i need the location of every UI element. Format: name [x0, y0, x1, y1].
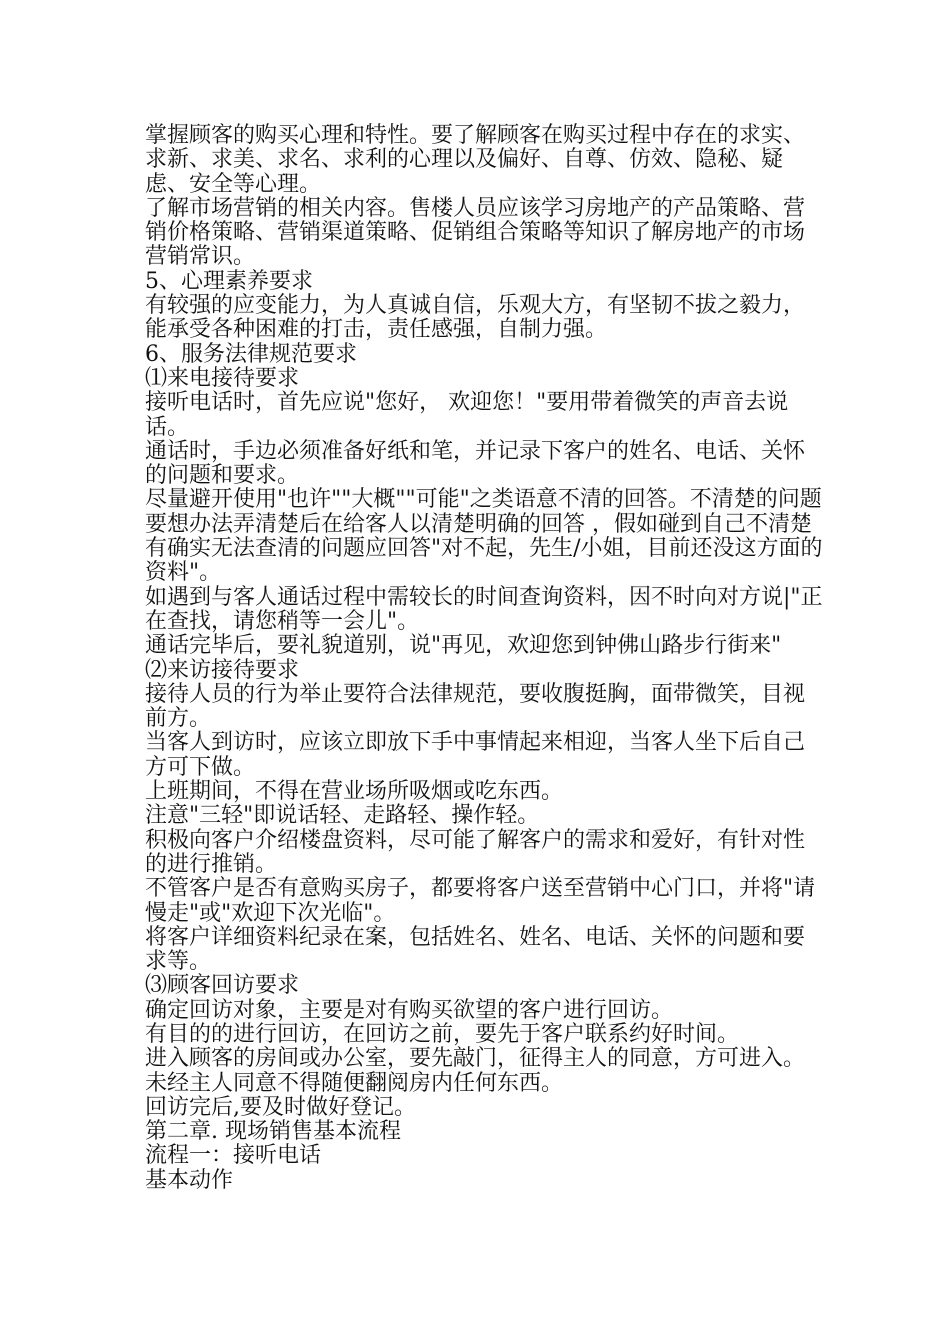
chapter-heading: 第二章. 现场销售基本流程 — [145, 1119, 401, 1145]
paragraph: 接待人员的行为举止要符合法律规范，要收腹挺胸，面带微笑，目视前方。 — [145, 681, 806, 732]
subsection-heading: ⑴来电接待要求 — [145, 365, 300, 391]
paragraph: 通话完毕后，要礼貌道别，说"再见，欢迎您到钟佛山路步行街来" — [145, 633, 782, 659]
paragraph: 进入顾客的房间或办公室，要先敲门，征得主人的同意，方可进入。未经主人同意不得随便翻阅房内任何东西。 — [145, 1046, 806, 1096]
paragraph: 上班期间，不得在营业场所吸烟或吃东西。 — [145, 779, 564, 805]
paragraph: 将客户详细资料纪录在案，包括姓名、姓名、电话、关怀的问题和要求等。 — [145, 924, 806, 975]
paragraph: 通话时，手边必须准备好纸和笔，并记录下客户的姓名、电话、关怀的问题和要求。 — [145, 438, 806, 489]
subsection-heading: ⑶顾客回访要求 — [145, 973, 300, 999]
paragraph: 如遇到与客人通话过程中需较长的时间查询资料，因不时向对方说|"正在查找，请您稍等一会儿"。 — [145, 584, 823, 634]
paragraph: 注意"三轻"即说话轻、走路轻、操作轻。 — [145, 803, 540, 829]
section-heading: 5、心理素养要求 — [145, 268, 313, 294]
section-heading: 流程一：接听电话 — [145, 1143, 322, 1169]
paragraph: 了解市场营销的相关内容。售楼人员应该学习房地产的产品策略、营销价格策略、营销渠道策略、促销组合策略等知识了解房地产的市场营销常识。 — [145, 195, 806, 270]
paragraph: 掌握顾客的购买心理和特性。要了解顾客在购买过程中存在的求实、求新、求美、求名、求利的心理以及偏好、自尊、仿效、隐秘、疑虑、安全等心理。 — [145, 123, 806, 197]
paragraph: 有目的的进行回访，在回访之前，要先于客户联系约好时间。 — [145, 1021, 740, 1047]
paragraph: 有较强的应变能力，为人真诚自信，乐观大方，有坚韧不拔之毅力，能承受各种困难的打击，责任感强，自制力强。 — [145, 293, 806, 343]
paragraph: 接听电话时，首先应说"您好， 欢迎您！"要用带着微笑的声音去说话。 — [145, 390, 789, 440]
section-heading: 基本动作 — [145, 1167, 234, 1193]
paragraph: 积极向客户介绍楼盘资料，尽可能了解客户的需求和爱好，有针对性的进行推销。 — [145, 827, 806, 877]
paragraph: 不管客户是否有意购买房子，都要将客户送至营销中心门口，并将"请慢走"或"欢迎下次光临"。 — [145, 876, 816, 926]
subsection-heading: ⑵来访接待要求 — [145, 657, 300, 683]
paragraph: 回访完后,要及时做好登记。 — [145, 1094, 416, 1120]
paragraph: 当客人到访时，应该立即放下手中事情起来相迎，当客人坐下后自己方可下做。 — [145, 730, 806, 780]
document-body — [145, 124, 825, 1193]
paragraph: 确定回访对象，主要是对有购买欲望的客户进行回访。 — [145, 997, 674, 1023]
section-heading: 6、服务法律规范要求 — [145, 341, 357, 367]
paragraph: 尽量避开使用"也许""大概""可能"之类语意不清的回答。不清楚的问题要想办法弄清楚后在给客人以清楚明确的回答 ，假如碰到自己不清楚有确实无法查清的问题应回答"对不起，先生/小姐，目前还没这方面的资料"。 — [145, 487, 823, 586]
